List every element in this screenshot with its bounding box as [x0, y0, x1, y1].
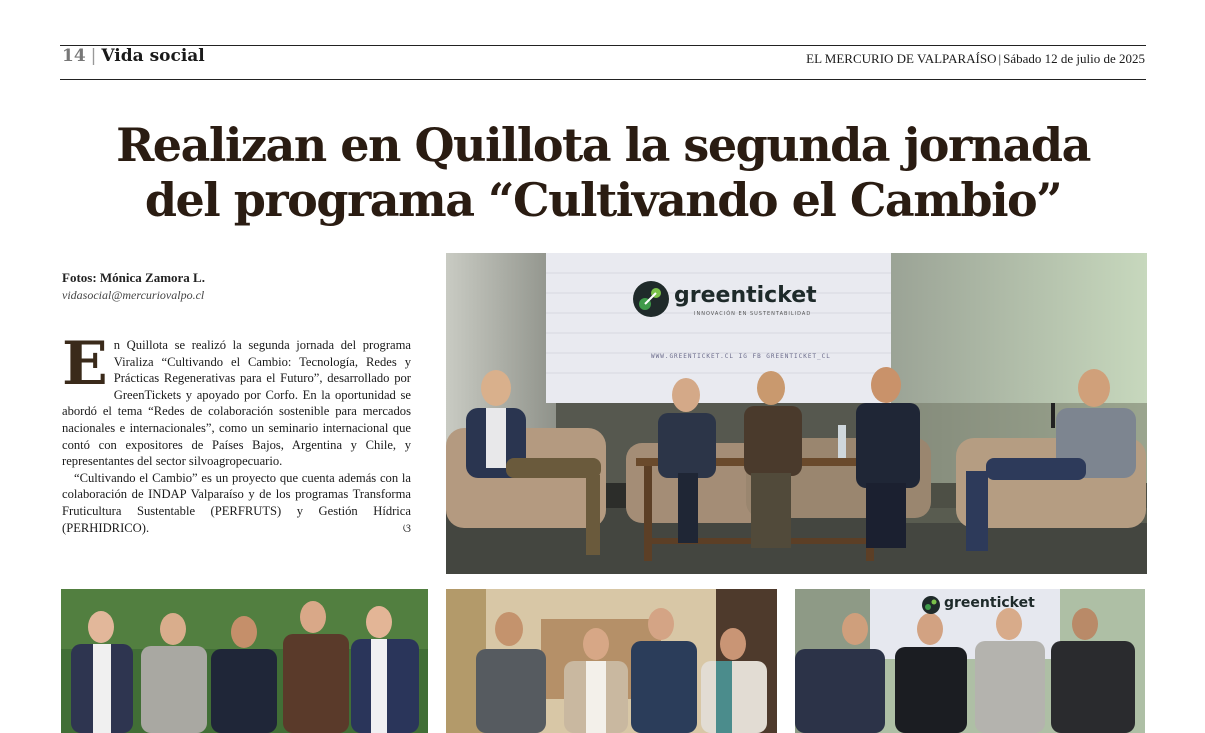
group-photo-center	[446, 589, 777, 733]
paragraph-1	[62, 329, 411, 470]
end-mark-icon: ଓ	[402, 521, 411, 536]
photo-credit: Fotos: Mónica Zamora L.	[62, 270, 205, 285]
greenticket-logo-icon	[632, 280, 670, 318]
projector-screen	[546, 253, 891, 403]
header-divider: |	[998, 51, 1002, 66]
group-photo-left	[61, 589, 428, 733]
article-body	[62, 329, 411, 537]
drop-cap: E	[62, 329, 108, 399]
publication-name: EL MERCURIO DE VALPARAÍSO	[806, 51, 997, 66]
header-top-rule	[60, 45, 1146, 46]
headline	[60, 118, 1146, 228]
headline-line-2: del programa “Cultivando el Cambio”	[144, 173, 1062, 227]
paragraph-2: “Cultivando el Cambio” es un proyecto que cuenta además con la colaboración de INDAP Valparaíso y de los programas Transforma Fruticultura Sustentable (PERFRUTS) y Gestión Hídrica (PERHIDRICO).	[62, 470, 411, 535]
group-photo-center-image	[446, 589, 777, 733]
section-header	[62, 46, 205, 66]
greenticket-logo-small-icon	[921, 595, 941, 615]
screen-logo-text: greenticket	[674, 283, 817, 308]
headline-line-1: Realizan en Quillota la segunda jornada	[116, 118, 1090, 172]
publication-date: Sábado 12 de julio de 2025	[1003, 51, 1145, 66]
paragraph-1-text: n Quillota se realizó la segunda jornada del programa Viraliza “Cultivando el Cambio: Tecnología, Redes y Prácticas Regenerativas para el Futuro”, desarrollado por GreenTickets y apoyado por Corfo. En la oportunidad se abordó el tema “Redes de colaboración sostenible para mercados nacionales e internacionales”, como un seminario internacional que contó con expositores de Países Bajos, Argentina y Chile, y representantes del sector silvoagropecuario.	[62, 338, 411, 469]
section-name: Vida social	[101, 46, 205, 66]
group-photo-left-image	[61, 589, 428, 733]
screen-tagline: INNOVACIÓN EN SUSTENTABILIDAD	[694, 311, 812, 317]
contact-email: vidasocial@mercuriovalpo.cl	[62, 288, 205, 302]
publication-info	[806, 51, 1145, 67]
page-number: 14	[62, 46, 86, 66]
main-photo-panel	[446, 253, 1147, 574]
group-photo-right	[795, 589, 1145, 733]
header-divider: |	[90, 46, 97, 66]
screen-logo-text-small: greenticket	[944, 595, 1035, 611]
header-bottom-rule	[60, 79, 1146, 80]
screen-url: WWW.GREENTICKET.CL IG FB GREENTICKET_CL	[651, 353, 831, 360]
